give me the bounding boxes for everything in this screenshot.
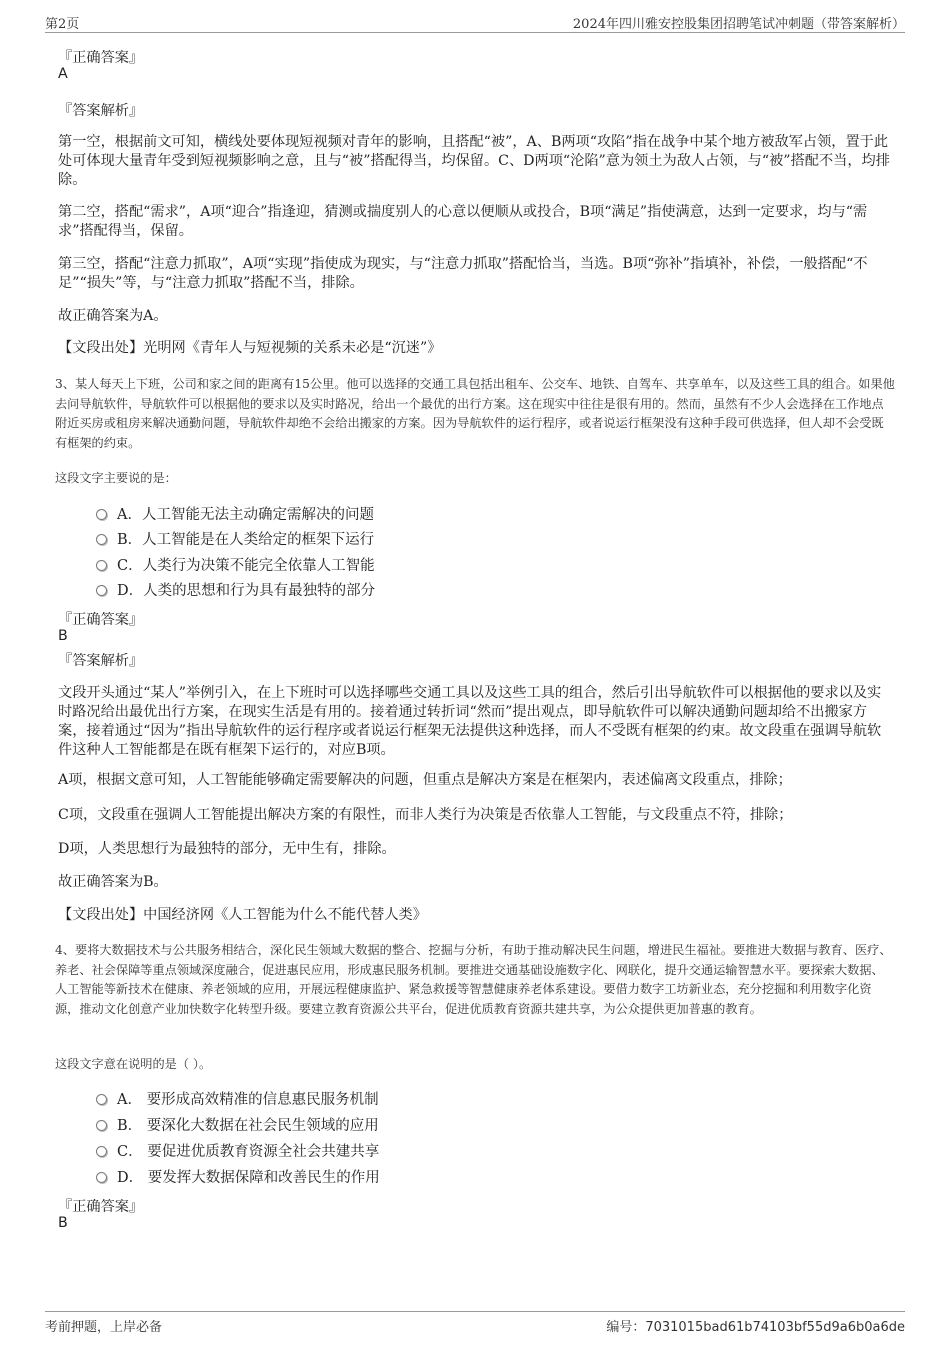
radio-icon[interactable] [96,585,107,596]
q3-conclusion: 故正确答案为B。 [58,874,168,890]
radio-icon[interactable] [96,1094,107,1105]
q4-option-b[interactable] [96,1116,379,1136]
option-label: A．人工智能无法主动确定需解决的问题 [117,507,374,523]
q2-answer-heading: 『正确答案』 [58,50,144,66]
q2-conclusion: 故正确答案为A。 [58,308,168,324]
option-label: B．人工智能是在人类给定的框架下运行 [117,532,375,548]
q2-source: 【文段出处】光明网《青年人与短视频的关系未必是“沉迷”》 [58,340,442,356]
document-code [606,1316,905,1335]
q4-option-a[interactable] [96,1090,379,1110]
radio-icon[interactable] [96,1146,107,1157]
q4-prompt: 这段文字意在说明的是（ ）。 [55,1057,212,1071]
document-title: 2024年四川雅安控股集团招聘笔试冲刺题（带答案解析） [572,17,905,32]
radio-icon[interactable] [96,534,107,545]
code-label: 编号： [606,1320,646,1335]
q4-stem: 4、要将大数据技术与公共服务相结合，深化民生领域大数据的整合、挖掘与分析，有助于推动解决民生问题，增进民生福祉。要推进大数据与教育、医疗、养老、社会保障等重点领域深度融合，促进惠民应用，形成惠民服务机制。要推进交通基础设施数字化、网联化，提升交通运输智慧水平。要探索大数据、人工智能等新技术在健康、养老领域的应用，开展远程健康监护、紧急救援等智慧健康养老体系建设。要借力数字工坊新业态，充分挖掘和利用数字化资源，推动文化创意产业加快数字化转型升级。要建立教育资源公共平台，促进优质教育资源共建共享，为公众提供更加普惠的教育。 [55,943,892,1016]
option-label: D．人类的思想和行为具有最独特的部分 [117,583,376,599]
q3-analysis-p3: C项，文段重在强调人工智能提出解决方案的有限性，而非人类行为决策是否依靠人工智能，与文段重点不符，排除； [58,807,793,823]
q3-option-c[interactable] [96,556,375,576]
q3-analysis-p2: A项，根据文意可知，人工智能能够确定需要解决的问题，但重点是解决方案是在框架内，表述偏离文段重点，排除； [58,772,792,788]
q4-answer: B [58,1215,68,1231]
q3-analysis-p1: 文段开头通过“某人”举例引入，在上下班时可以选择哪些交通工具以及这些工具的组合，然后引出导航软件可以根据他的要求以及实时路况给出最优出行方案，在现实生活是有用的。接着通过转折词“然而”提出观点，即导航软件可以解决通勤问题却给不出搬家方案，接着通过“因为”指出导航软件的运行程序或者说运行框架无法提供这种选择，而人不受既有框架的约束。故文段重在强调导航软件这种人工智能都是在既有框架下运行的，对应B项。 [58,685,882,758]
footer-slogan: 考前押题，上岸必备 [45,1320,163,1335]
option-label: C． 要促进优质教育资源全社会共建共享 [117,1144,380,1160]
radio-icon[interactable] [96,1120,107,1131]
q2-analysis-heading: 『答案解析』 [58,103,144,119]
q3-option-b[interactable] [96,530,374,550]
q3-option-d[interactable] [96,581,375,601]
q2-analysis-p3: 第三空，搭配“注意力抓取”，A项“实现”指使成为现实，与“注意力抓取”搭配恰当，当选。B项“弥补”指填补，补偿，一般搭配“不足”“损失”等，与“注意力抓取”搭配不当，排除。 [58,256,868,291]
q4-answer-heading: 『正确答案』 [58,1199,144,1215]
radio-icon[interactable] [96,1172,107,1183]
q2-analysis-p2: 第二空，搭配“需求”，A项“迎合”指逢迎，猜测或揣度别人的心意以便顺从或投合，B项“满足”指使满意，达到一定要求，均与“需求”搭配得当，保留。 [58,204,868,239]
option-label: A． 要形成高效精准的信息惠民服务机制 [117,1092,379,1108]
code-value: 7031015bad61b74103bf55d9a6b0a6de [645,1320,905,1335]
option-label: B． 要深化大数据在社会民生领域的应用 [117,1118,379,1134]
q3-stem: 3、某人每天上下班，公司和家之间的距离有15公里。他可以选择的交通工具包括出租车、公交车、地铁、自驾车、共享单车，以及这些工具的组合。如果他去问导航软件，导航软件可以根据他的要求以及实时路况，给出一个最优的出行方案。这在现实中往往是很有用的。然而，虽然有不少人会选择在工作地点附近买房或租房来解决通勤问题，导航软件却绝不会给出搬家的方案。因为导航软件的运行程序，或者说运行框架没有这种手段可供选择，但人却不会受既有框架的约束。 [55,377,895,450]
option-label: C．人类行为决策不能完全依靠人工智能 [117,558,375,574]
q3-prompt: 这段文字主要说的是： [55,471,177,485]
radio-icon[interactable] [96,509,107,520]
page-footer [45,1311,905,1338]
page-number: 第2页 [45,17,80,32]
q3-answer: B [58,628,68,644]
q4-option-c[interactable] [96,1142,379,1162]
q3-analysis-p4: D项，人类思想行为最独特的部分，无中生有，排除。 [58,841,396,857]
q2-answer: A [58,66,68,82]
page-header [45,10,905,33]
q3-answer-heading: 『正确答案』 [58,612,144,628]
option-label: D． 要发挥大数据保障和改善民生的作用 [117,1170,380,1186]
radio-icon[interactable] [96,560,107,571]
q3-source: 【文段出处】中国经济网《人工智能为什么不能代替人类》 [58,907,427,923]
q4-option-d[interactable] [96,1168,380,1188]
q3-option-a[interactable] [96,505,374,525]
q2-analysis-p1: 第一空，根据前文可知，横线处要体现短视频对青年的影响，且搭配“被”，A、B两项“攻陷”指在战争中某个地方被敌军占领，置于此处可体现大量青年受到短视频影响之意，且与“被”搭配得当，均保留。C、D两项“沦陷”意为领土为敌人占领，与“被”搭配不当，均排除。 [58,134,890,188]
q3-analysis-heading: 『答案解析』 [58,653,144,669]
